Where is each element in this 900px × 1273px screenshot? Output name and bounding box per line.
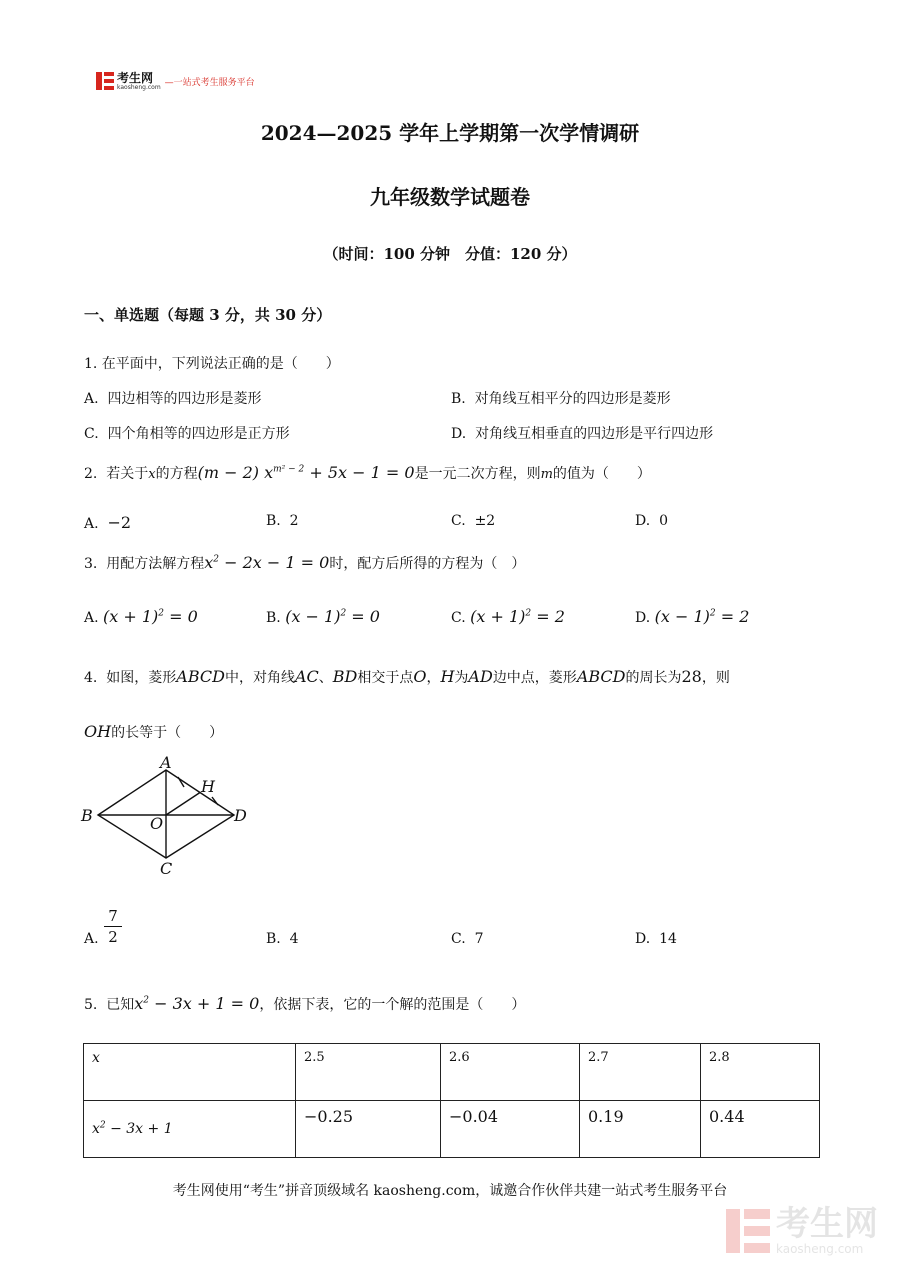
table-cell: −0.04 xyxy=(441,1101,580,1158)
q4-option-a-fraction: 7 2 xyxy=(104,907,122,946)
table-row xyxy=(84,1101,820,1158)
section-heading: 一、单选题（每题 3 分，共 30 分） xyxy=(84,306,332,324)
exam-duration-score: （时间：100 分钟 分值：120 分） xyxy=(323,245,577,263)
watermark-name: 考生网 xyxy=(776,1204,878,1244)
q2-option-b: B. 2 xyxy=(266,513,299,529)
q4-option-a-label: A. xyxy=(84,931,99,947)
exam-subtitle: 九年级数学试题卷 xyxy=(370,185,530,209)
table-row xyxy=(84,1044,820,1101)
q4-option-b: B. 4 xyxy=(266,931,299,947)
table-cell: 0.44 xyxy=(701,1101,820,1158)
watermark-domain: kaosheng.com xyxy=(776,1242,864,1256)
watermark-logo-icon xyxy=(726,1209,770,1253)
label-o: O xyxy=(150,814,164,833)
q1-stem: 1. 在平面中，下列说法正确的是（ ） xyxy=(84,356,340,372)
table-header-cell: x xyxy=(84,1044,296,1101)
q3-option-b: B. $(x - 1)^2 = 0$ xyxy=(266,607,380,626)
q4-option-c: C. 7 xyxy=(451,931,484,947)
q1-option-a: A. 四边相等的四边形是菱形 xyxy=(84,391,262,407)
q1-option-c: C. 四个角相等的四边形是正方形 xyxy=(84,426,290,442)
q3-equation: $x^2 - 2x - 1 = 0$ xyxy=(204,553,330,572)
exam-title: 2024—2025 学年上学期第一次学情调研 xyxy=(260,121,640,145)
brand-slogan: —一站式考生服务平台 xyxy=(164,77,255,88)
q5-value-table xyxy=(83,1043,820,1158)
kaosheng-logo-icon xyxy=(96,72,114,90)
table-cell: 2.7 xyxy=(580,1044,701,1101)
brand-name: 考生网 xyxy=(117,70,154,85)
table-cell: 2.5 xyxy=(296,1044,441,1101)
page-footer: 考生网使用“考生”拼音顶级域名 kaosheng.com，诚邀合作伙伴共建一站式考生服务平台 xyxy=(172,1183,728,1199)
label-a: A xyxy=(160,753,172,772)
table-cell: 2.6 xyxy=(441,1044,580,1101)
table-cell: 0.19 xyxy=(580,1101,701,1158)
label-c: C xyxy=(160,859,173,878)
q2-stem: 2. 若关于x的方程(m − 2) $x^{m^2 - 2} + 5x - 1 = 0$是一元二次方程，则m的值为（ ） xyxy=(84,463,651,482)
q4-option-d: D. 14 xyxy=(635,931,677,947)
q3-stem: 3. 用配方法解方程$x^2 - 2x - 1 = 0$时，配方后所得的方程为（ ） xyxy=(84,553,526,572)
q4-stem: 4. 如图，菱形ABCD中，对角线AC、BD相交于点O，H为AD边中点，菱形ABCD的周长为28，则 xyxy=(84,667,730,686)
q3-option-a: A. $(x + 1)^2 = 0$ xyxy=(84,607,198,626)
brand-domain: kaosheng.com xyxy=(117,83,161,91)
q5-stem: 5. 已知$x^2 - 3x + 1 = 0$，依据下表，它的一个解的范围是（ ） xyxy=(84,994,526,1013)
watermark xyxy=(726,1204,878,1256)
label-h: H xyxy=(201,777,215,796)
segment-oh xyxy=(166,793,200,816)
q1-option-b: B. 对角线互相平分的四边形是菱形 xyxy=(451,391,671,407)
table-cell: −0.25 xyxy=(296,1101,441,1158)
rhombus-figure xyxy=(78,752,258,882)
q4-stem-line2: OH的长等于（ ） xyxy=(84,722,224,741)
q2-option-d: D. 0 xyxy=(635,513,669,529)
q3-option-c: C. $(x + 1)^2 = 2$ xyxy=(451,607,565,626)
header-logo xyxy=(96,70,255,92)
q2-equation: (m − 2) $x^{m^2 - 2} + 5x - 1 = 0$ xyxy=(197,463,415,482)
label-d: D xyxy=(234,806,247,825)
q1-option-d: D. 对角线互相垂直的四边形是平行四边形 xyxy=(451,426,714,442)
q2-option-c: C. ±2 xyxy=(451,513,496,529)
q2-option-a: A. −2 xyxy=(84,513,132,532)
q5-equation: $x^2 - 3x + 1 = 0$ xyxy=(134,994,260,1013)
label-b: B xyxy=(81,806,93,825)
table-cell: 2.8 xyxy=(701,1044,820,1101)
table-header-cell: $x^2 - 3x + 1$ xyxy=(84,1101,296,1158)
q3-option-d: D. $(x - 1)^2 = 2$ xyxy=(635,607,750,626)
